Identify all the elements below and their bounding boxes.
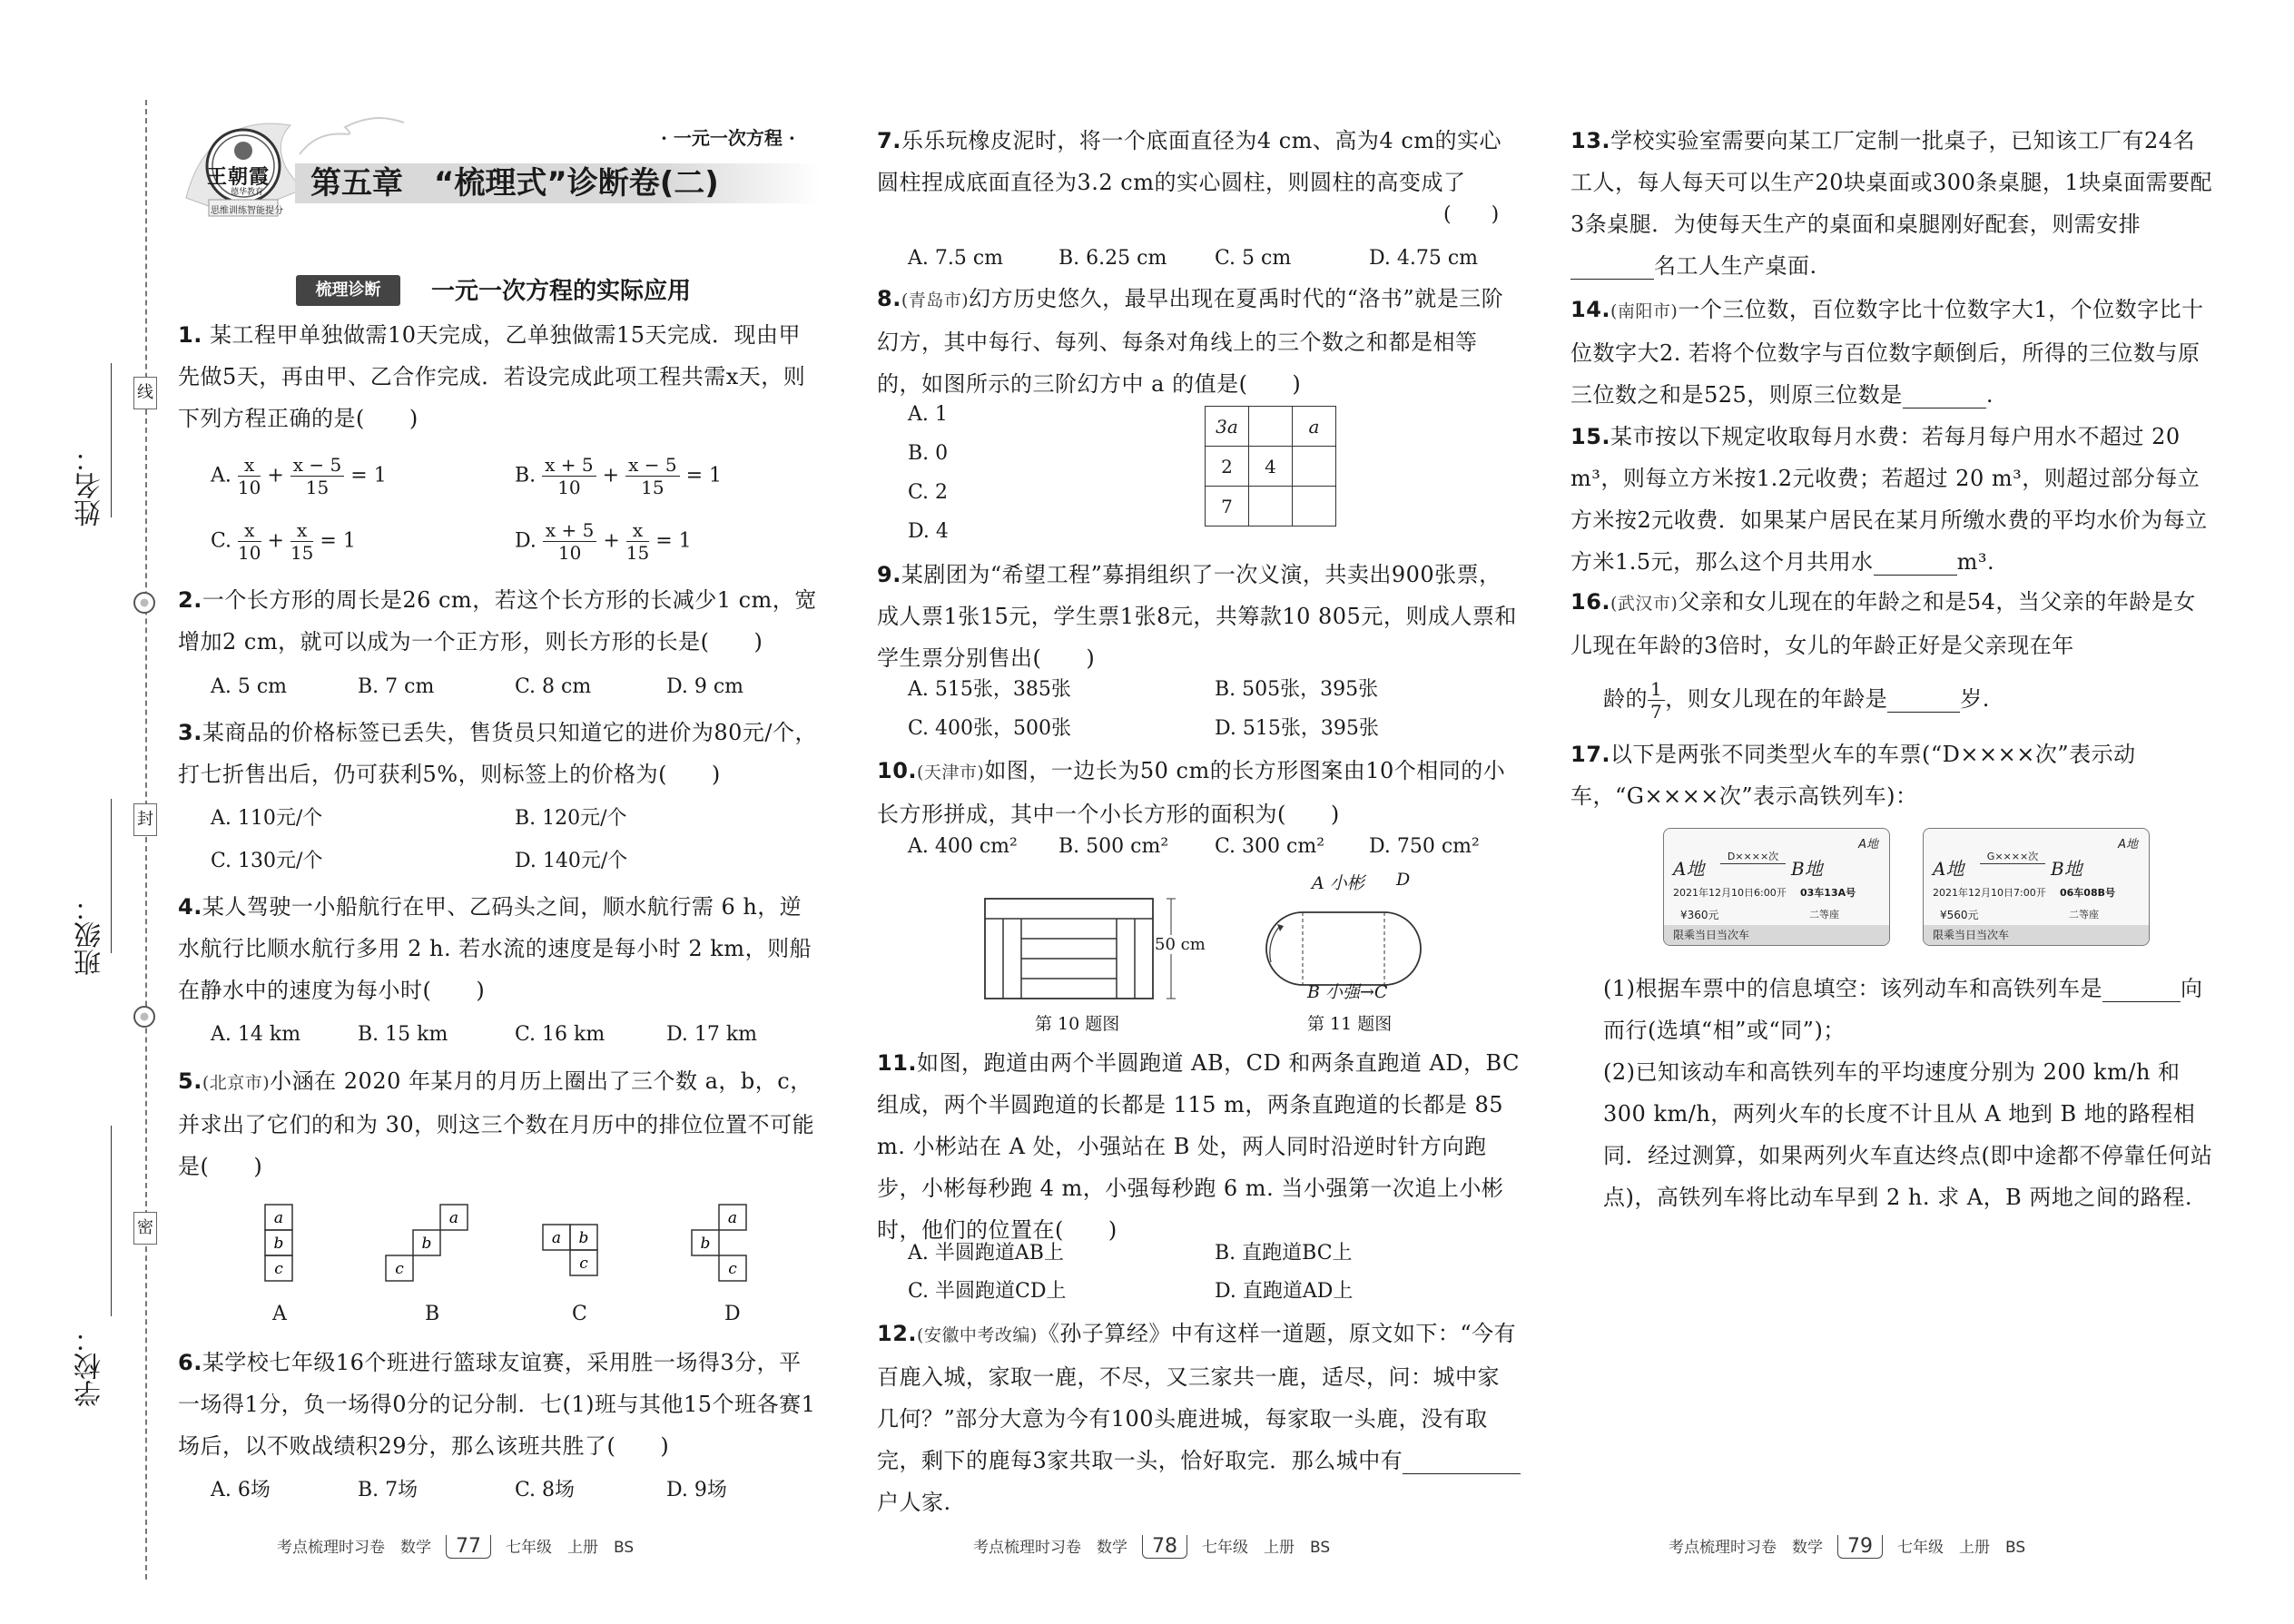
question-1: [178, 314, 822, 439]
ticket-to: B地: [2051, 858, 2082, 880]
svg-text:c: c: [728, 1260, 737, 1278]
q6-option-d[interactable]: D. 9场: [666, 1479, 727, 1501]
svg-text:a: a: [727, 1209, 738, 1227]
question-12: 12.(安徽中考改编)《孙子算经》中有这样一道题，原文如下：“今有百鹿入城，家取一鹿，不尽，又三家共一鹿，适尽，问：城中家几何？”部分大意为今有100头鹿进城，每家取一头鹿，没有取完，剩下的鹿每3家共取一头，恰好取完．那么城中有户人家.: [877, 1313, 1521, 1523]
q2-option-c[interactable]: C. 8 cm: [515, 675, 592, 698]
q5-option-c[interactable]: C: [572, 1303, 587, 1325]
question-2: 2.一个长方形的周长是26 cm，若这个长方形的长减少1 cm，宽增加2 cm，就可以成为一个正方形，则长方形的长是( ): [178, 587, 817, 655]
q7-option-d[interactable]: D. 4.75 cm: [1369, 247, 1479, 270]
ticket-limit: 限乘当日当次车: [1924, 925, 2149, 945]
q8-option-c[interactable]: C. 2: [908, 481, 949, 504]
chapter-title: 第五章 “梳理式”诊断卷(二): [310, 165, 719, 202]
page-number: 78: [1142, 1535, 1187, 1559]
question-11: 11.如图，跑道由两个半圆跑道 AB，CD 和两条直跑道 AD，BC 组成，两个半圆跑道的长都是 115 m，两条直跑道的长都是 85 m. 小彬站在 A 处，小强站在 B 处，两人同时沿逆时针方向跑步，小彬每秒跑 4 m，小强每秒跑 6 m. 当小强第一次追上小彬时，他们的位置在( ): [877, 1050, 1520, 1243]
q10-figure-caption: 第 10 题图: [1035, 1014, 1120, 1034]
decorative-swirl: [290, 109, 409, 163]
q6-option-b[interactable]: B. 7场: [358, 1479, 418, 1501]
question-16-continued: 龄的 $\frac{1}{7}$ ，则女儿现在的年龄是 岁.: [1603, 678, 1990, 723]
q11-option-c[interactable]: C. 半圆跑道CD上: [908, 1280, 1067, 1303]
q4-option-a[interactable]: A. 14 km: [211, 1023, 301, 1046]
seal-char-feng: 封: [133, 803, 157, 836]
q6-option-a[interactable]: A. 6场: [211, 1479, 271, 1501]
question-9: 9.某剧团为“希望工程”募捐组织了一次义演，共卖出900张票，成人票1张15元，学生票1张8元，共筹款10 805元，则成人票和学生票分别售出( ): [877, 562, 1517, 671]
magic-square-grid: 3a a 2 4 7: [1205, 406, 1336, 527]
q10-dimension-label: 50 cm: [1155, 935, 1206, 954]
q17-answer-blank[interactable]: [2102, 979, 2181, 1002]
q8-option-d[interactable]: D. 4: [908, 520, 949, 543]
running-title: · 一元一次方程 ·: [661, 127, 795, 149]
seal-char-mi: 密: [133, 1212, 157, 1245]
train-ticket-g: [1923, 828, 2150, 946]
school-label: 学校：: [74, 1325, 106, 1407]
question-3: 3.某商品的价格标签已丢失，售货员只知道它的进价为80元/个，打七折售出后，仍可获利5%，则标签上的价格为( ): [178, 720, 817, 787]
brand-slogan-2: 智能提分: [247, 206, 283, 216]
q13-answer-blank[interactable]: [1570, 256, 1654, 280]
q11-label-a: A 小彬: [1312, 873, 1364, 893]
footer-page-78: 考点梳理时习卷 数学 78 七年级 上册 BS: [973, 1535, 1331, 1558]
q11-option-b[interactable]: B. 直跑道BC上: [1215, 1242, 1353, 1265]
section-title: 一元一次方程的实际应用: [431, 278, 692, 305]
brand-name: 王朝霞: [207, 165, 271, 189]
page-number: 79: [1837, 1535, 1883, 1559]
svg-text:c: c: [395, 1260, 404, 1278]
q1-option-d[interactable]: D. $\frac{x + 5}{10}$ + $\frac{x}{15}$ = 1: [515, 519, 692, 564]
q5-figure-d: [692, 1205, 746, 1281]
svg-text:c: c: [579, 1255, 588, 1273]
brand-logo: [182, 107, 309, 225]
q2-option-d[interactable]: D. 9 cm: [666, 675, 744, 698]
q10-option-c[interactable]: C. 300 cm²: [1215, 835, 1325, 858]
svg-text:b: b: [700, 1235, 711, 1253]
ticket-train-no: G××××次: [1980, 849, 2045, 864]
ticket-class: 二等座: [1809, 909, 1839, 920]
binding-ring-icon: [133, 1006, 155, 1028]
binding-margin-line: [145, 100, 147, 1580]
q9-option-d[interactable]: D. 515张，395张: [1215, 717, 1379, 740]
question-8: 8.(青岛市)幻方历史悠久，最早出现在夏禹时代的“洛书”就是三阶幻方，其中每行、每列、每条对角线上的三个数之和都是相等的，如图所示的三阶幻方中 a 的值是( ): [877, 286, 1504, 397]
q15-answer-blank[interactable]: [1874, 552, 1957, 576]
q5-option-b[interactable]: B: [425, 1303, 440, 1325]
question-13: 13.学校实验室需要向某工厂定制一批桌子，已知该工厂有24名工人，每人每天可以生产20块桌面或300条桌腿，1块桌面需要配3条桌腿．为使每天生产的桌面和桌腿刚好配套，则需安排名工人生产桌面.: [1570, 128, 2213, 279]
question-4: 4.某人驾驶一小船航行在甲、乙码头之间，顺水航行需 6 h，逆水航行比顺水航行多用 2 h. 若水流的速度是每小时 2 km，则船在静水中的速度为每小时( ): [178, 894, 812, 1003]
q3-option-b[interactable]: B. 120元/个: [515, 807, 627, 830]
page-number: 77: [446, 1535, 491, 1559]
name-label: 姓名：: [74, 445, 106, 527]
svg-text:b: b: [421, 1235, 432, 1253]
question-15: 15.某市按以下规定收取每月水费：若每月每户用水不超过 20 m³，则每立方米按1.2元收费；若超过 20 m³，则超过部分每立方米按2元收费．如果某户居民在某月所缴水费的平均水价为每立方米1.5元，那么这个月共用水 m³.: [1570, 424, 2208, 575]
class-label: 班级：: [74, 894, 106, 976]
q11-label-d: D: [1396, 870, 1411, 890]
q9-option-b[interactable]: B. 505张，395张: [1215, 678, 1379, 701]
q10-option-a[interactable]: A. 400 cm²: [908, 835, 1018, 858]
question-number: 1.: [178, 322, 202, 348]
q10-option-d[interactable]: D. 750 cm²: [1369, 835, 1480, 858]
q5-figure-a: [265, 1205, 292, 1281]
train-ticket-d: [1663, 828, 1890, 946]
q5-figure-c: [543, 1225, 597, 1275]
q8-option-a[interactable]: A. 1: [908, 403, 948, 426]
q1-option-c[interactable]: C. $\frac{x}{10}$ + $\frac{x}{15}$ = 1: [211, 519, 356, 564]
ticket-date: 2021年12月10日7:00开: [1933, 887, 2046, 899]
q3-option-d[interactable]: D. 140元/个: [515, 850, 628, 872]
class-field[interactable]: [111, 799, 112, 953]
q5-calendar-figures: [254, 1194, 799, 1339]
ticket-to: B地: [1791, 858, 1823, 880]
svg-text:b: b: [273, 1235, 284, 1253]
svg-text:a: a: [551, 1229, 562, 1247]
ticket-from: A地: [1933, 858, 1964, 880]
ticket-corner-station: A地: [2118, 838, 2138, 851]
q11-label-b-c: B 小强→C: [1307, 982, 1388, 1002]
question-17-part-1: (1)根据车票中的信息填空：该列动车和高铁列车是 向而行(选填“相”或“同”)；: [1603, 976, 2203, 1043]
question-text: 某工程甲单独做需10天完成，乙单独做需15天完成．现由甲先做5天，再由甲、乙合作完成．若设完成此项工程共需x天，则下列方程正确的是( ): [178, 322, 806, 431]
ticket-limit: 限乘当日当次车: [1664, 925, 1889, 945]
q12-answer-blank[interactable]: [1403, 1451, 1521, 1474]
q7-option-a[interactable]: A. 7.5 cm: [908, 247, 1004, 270]
binding-ring-icon: [133, 592, 155, 614]
q1-option-a[interactable]: A. $\frac{x}{10}$ + $\frac{x - 5}{15}$ = 1: [211, 454, 387, 498]
q2-option-a[interactable]: A. 5 cm: [211, 675, 288, 698]
q14-answer-blank[interactable]: [1903, 385, 1986, 408]
ticket-train-no: D××××次: [1720, 849, 1786, 864]
svg-text:c: c: [274, 1260, 283, 1278]
q10-option-b[interactable]: B. 500 cm²: [1058, 835, 1169, 858]
footer-page-77: 考点梳理时习卷 数学 77 七年级 上册 BS: [277, 1535, 635, 1558]
ticket-class: 二等座: [2069, 909, 2099, 920]
question-17-part-2: (2)已知该动车和高铁列车的平均速度分别为 200 km/h 和 300 km/h，两列火车的长度不计且从 A 地到 B 地的路程相同．经过测算，如果两列火车直达终点(即中途都不停靠任何站点)，高铁列车将比动车早到 2 h. 求 A，B 两地之间的路程.: [1603, 1059, 2213, 1210]
ticket-date: 2021年12月10日6:00开: [1673, 887, 1787, 899]
q7-answer-paren[interactable]: ( ): [1443, 203, 1500, 226]
ticket-seat: 06车08B号: [2060, 887, 2115, 899]
svg-text:a: a: [273, 1209, 284, 1227]
q11-option-d[interactable]: D. 直跑道AD上: [1215, 1280, 1354, 1303]
brand-subtitle: 德华教育: [231, 188, 264, 197]
q5-option-a[interactable]: A: [272, 1303, 287, 1325]
footer-page-79: 考点梳理时习卷 数学 79 七年级 上册 BS: [1669, 1535, 2026, 1558]
q7-option-c[interactable]: C. 5 cm: [1215, 247, 1292, 270]
section-tag: 梳理诊断: [296, 275, 400, 306]
q9-option-a[interactable]: A. 515张，385张: [908, 678, 1071, 701]
question-7: 7.乐乐玩橡皮泥时，将一个底面直径为4 cm、高为4 cm的实心圆柱捏成底面直径为3.2 cm的实心圆柱，则圆柱的高变成了: [877, 128, 1502, 195]
question-14: 14.(南阳市)一个三位数，百位数字比十位数字大1，个位数字比十位数字大2. 若将个位数字与百位数字颠倒后，所得的三位数与原三位数之和是525，则原三位数是 .: [1570, 297, 2204, 408]
svg-text:b: b: [578, 1229, 589, 1247]
ticket-seat: 03车13A号: [1800, 887, 1856, 899]
q2-option-b[interactable]: B. 7 cm: [358, 675, 435, 698]
q1-option-b[interactable]: B. $\frac{x + 5}{10}$ + $\frac{x - 5}{15}$ = 1: [515, 454, 723, 498]
q9-option-c[interactable]: C. 400张，500张: [908, 717, 1072, 740]
seal-char-xian: 线: [133, 377, 157, 409]
q11-figure-caption: 第 11 题图: [1307, 1014, 1393, 1034]
school-field[interactable]: [111, 1126, 112, 1316]
name-field[interactable]: [111, 363, 112, 517]
question-6: 6.某学校七年级16个班进行篮球友谊赛，采用胜一场得3分，平一场得1分，负一场得0分的记分制．七(1)班与其他15个班各赛1场后，以不败战绩积29分，那么该班共胜了( ): [178, 1350, 816, 1459]
q7-option-b[interactable]: B. 6.25 cm: [1058, 247, 1167, 270]
q11-option-a[interactable]: A. 半圆跑道AB上: [908, 1242, 1064, 1265]
question-16: 16.(武汉市)父亲和女儿现在的年龄之和是54，当父亲的年龄是女儿现在年龄的3倍时，女儿的年龄正好是父亲现在年: [1570, 589, 2196, 658]
ticket-price: ¥560元: [1940, 909, 1979, 921]
question-5: 5.(北京市)小涵在 2020 年某月的月历上圈出了三个数 a，b，c，并求出了它们的和为 30，则这三个数在月历中的排位位置不可能是( ): [178, 1068, 815, 1179]
q6-option-c[interactable]: C. 8场: [515, 1479, 576, 1501]
q4-option-b[interactable]: B. 15 km: [358, 1023, 448, 1046]
ticket-price: ¥360元: [1680, 909, 1719, 921]
q5-option-d[interactable]: D: [724, 1303, 741, 1325]
q3-option-a[interactable]: A. 110元/个: [211, 807, 323, 830]
ticket-corner-station: A地: [1858, 838, 1878, 851]
question-17: 17.以下是两张不同类型火车的车票(“D××××次”表示动车，“G××××次”表示高铁列车)：: [1570, 742, 2136, 809]
q3-option-c[interactable]: C. 130元/个: [211, 850, 323, 872]
q16-answer-blank[interactable]: [1887, 689, 1960, 713]
question-10: 10.(天津市)如图，一边长为50 cm的长方形图案由10个相同的小长方形拼成，其中一个小长方形的面积为( ): [877, 758, 1506, 827]
q8-option-b[interactable]: B. 0: [908, 442, 949, 465]
q5-figure-b: [386, 1205, 468, 1281]
q4-option-c[interactable]: C. 16 km: [515, 1023, 605, 1046]
ticket-from: A地: [1673, 858, 1705, 880]
brand-slogan-1: 思维训练: [211, 206, 247, 216]
svg-text:a: a: [448, 1209, 459, 1227]
q4-option-d[interactable]: D. 17 km: [666, 1023, 758, 1046]
